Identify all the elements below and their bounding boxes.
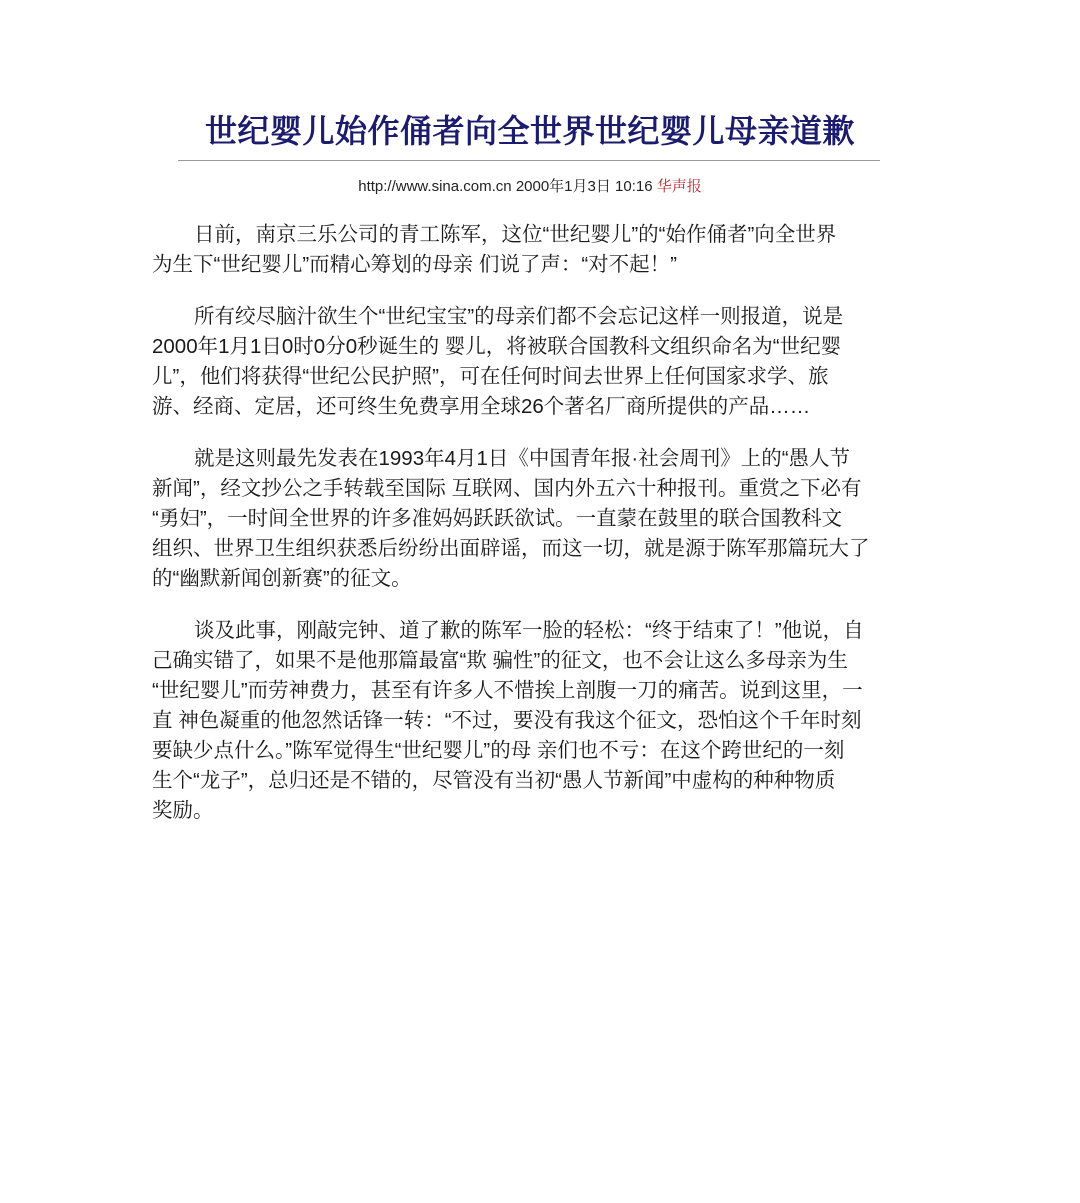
article-source-line [0, 175, 1060, 196]
article-paragraph [152, 616, 922, 826]
paragraph-line: 直 神色凝重的他忽然话锋一转：“不过，要没有我这个征文，恐怕这个千年时刻 [152, 709, 862, 732]
paragraph-line: 的“幽默新闻创新赛”的征文。 [152, 567, 412, 590]
article-paragraph [152, 302, 922, 422]
paragraph-line: 生个“龙子”，总归还是不错的，尽管没有当初“愚人节新闻”中虚构的种种物质 [152, 769, 836, 792]
newspaper-name: 华声报 [656, 178, 702, 195]
paragraph-line: 奖励。 [152, 799, 214, 822]
paragraph-line: “勇妇”，一时间全世界的许多准妈妈跃跃欲试。一直蒙在鼓里的联合国教科文 [152, 507, 843, 530]
publish-datetime: 2000年1月3日 10:16 [515, 178, 653, 195]
paragraph-line: 日前，南京三乐公司的青工陈军，这位“世纪婴儿”的“始作俑者”向全世界 [194, 223, 837, 246]
article-title: 世纪婴儿始作俑者向全世界世纪婴儿母亲道歉 [204, 113, 855, 149]
paragraph-line: 新闻”，经文抄公之手转载至国际 互联网、国内外五六十种报刊。重赏之下必有 [152, 477, 862, 500]
paragraph-line: 所有绞尽脑汁欲生个“世纪宝宝”的母亲们都不会忘记这样一则报道，说是 [194, 305, 844, 328]
paragraph-line: 2000年1月1日0时0分0秒诞生的 婴儿，将被联合国教科文组织命名为“世纪婴 [152, 335, 842, 358]
paragraph-line: 就是这则最先发表在1993年4月1日《中国青年报·社会周刊》上的“愚人节 [194, 447, 851, 470]
paragraph-line: 己确实错了，如果不是他那篇最富“欺 骗性”的征文，也不会让这么多母亲为生 [152, 649, 848, 672]
paragraph-line: 儿”，他们将获得“世纪公民护照”，可在任何时间去世界上任何国家求学、旅 [152, 365, 829, 388]
paragraph-line: 组织、世界卫生组织获悉后纷纷出面辟谣，而这一切，就是源于陈军那篇玩大了 [152, 537, 870, 560]
title-divider [178, 160, 880, 161]
paragraph-line: 谈及此事，刚敲完钟、道了歉的陈军一脸的轻松：“终于结束了！”他说，自 [194, 619, 864, 642]
source-url: http://www.sina.com.cn [358, 178, 512, 195]
paragraph-line: “世纪婴儿”而劳神费力，甚至有许多人不惜挨上剖腹一刀的痛苦。说到这里，一 [152, 679, 863, 702]
article-paragraph [152, 220, 922, 280]
paragraph-line: 为生下“世纪婴儿”而精心筹划的母亲 们说了声：“对不起！” [152, 253, 678, 276]
article-paragraph [152, 444, 922, 594]
article-body [152, 220, 922, 848]
paragraph-line: 要缺少点什么。”陈军觉得生“世纪婴儿”的母 亲们也不亏：在这个跨世纪的一刻 [152, 739, 845, 762]
paragraph-line: 游、经商、定居，还可终生免费享用全球26个著名厂商所提供的产品…… [152, 395, 811, 418]
